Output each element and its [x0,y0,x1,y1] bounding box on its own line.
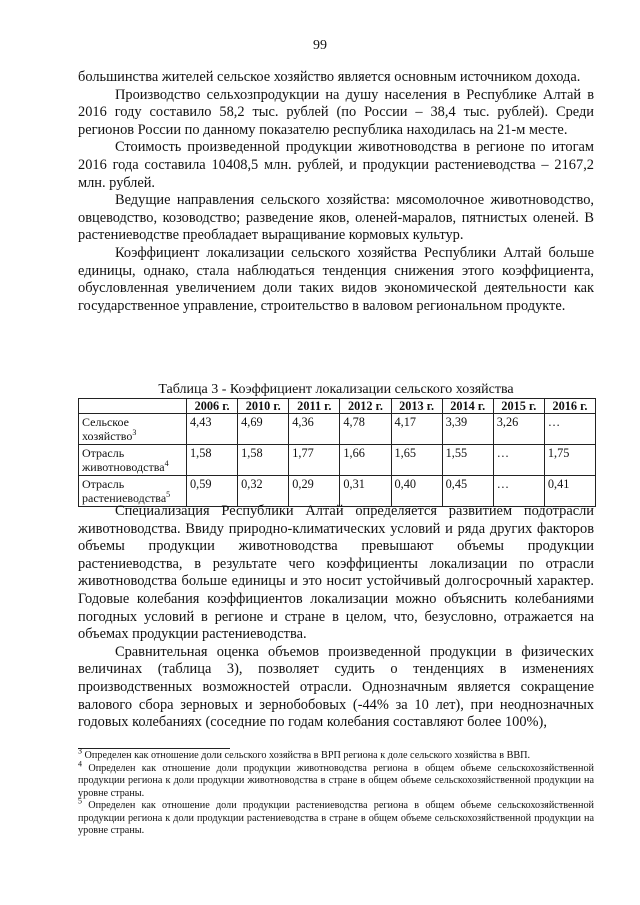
paragraph: Производство сельхозпродукции на душу населения в Республике Алтай в 2016 году составило 58,2 тыс. рублей (по России – 38,4 тыс. рублей). Среди регионов России по данному показателю республика находилась на 21-м месте. [78,86,594,138]
table-row [79,414,596,445]
row-label-line: животноводства [82,460,165,474]
row-label-line: растениеводства [82,491,167,505]
table-cell: 0,41 [544,476,595,507]
table-cell: 3,39 [442,414,493,445]
table-header-cell: 2016 г. [544,399,595,414]
table-cell: 1,58 [238,445,289,476]
table-row [79,476,596,507]
row-label-line: Отрасль [82,477,125,491]
table-cell: 4,43 [187,414,238,445]
table-header-cell: 2014 г. [442,399,493,414]
table-cell: 0,40 [391,476,442,507]
footnote [78,759,594,801]
table-cell: 0,32 [238,476,289,507]
paragraph: Стоимость произведенной продукции животноводства в регионе по итогам 2016 года составила 10408,5 млн. рублей, и продукции растениеводства – 2167,2 млн. рублей. [78,139,594,191]
row-label-line: Отрасль [82,446,125,460]
table-cell: 1,75 [544,445,595,476]
row-label-line: хозяйство [82,429,133,443]
footnote-text: Определен как отношение доли продукции растениеводства региона в общем объеме сельскохозяйственной продукции региона к доли продукции растениеводства в стране в общем объеме сельскохозяйственной продукции на уровне страны. [78,800,594,836]
table-cell: 1,58 [187,445,238,476]
paragraph: Сравнительная оценка объемов произведенной продукции в физических величинах (таблица 3), позволяет судить о тенденциях в изменениях производственных возможностей отрасли. Однозначным является сокращение валового сбора зерновых и зернобобовых (-44% за 10 лет), при неоднозначных годовых колебаниях (соседние по годам колебания составляют более 100%), [78,643,594,731]
localization-table [78,398,596,507]
table-cell: 4,36 [289,414,340,445]
footnote-mark: 4 [78,759,82,769]
row-label [79,414,187,445]
table-cell: … [493,476,544,507]
body-text-top [78,69,594,315]
paragraph: Ведущие направления сельского хозяйства: мясомолочное животноводство, овцеводство, козоводство; разведение яков, оленей-маралов, пятнистых оленей. В растениеводстве преобладает выращивание кормовых культур. [78,192,594,244]
footnote-divider [78,748,230,749]
table-header-cell [79,399,187,414]
row-label [79,476,187,507]
body-text-bottom [78,503,594,732]
footnotes [78,746,594,838]
row-label-line: Сельское [82,415,129,429]
footnote-text: Определен как отношение доли сельского хозяйства в ВРП региона к доле сельского хозяйства в ВВП. [84,750,531,761]
table-header-cell: 2011 г. [289,399,340,414]
table-cell: 1,77 [289,445,340,476]
table-cell: 1,65 [391,445,442,476]
footnote [78,746,594,763]
footnote-mark: 3 [78,746,82,756]
table-cell: 0,29 [289,476,340,507]
table-cell: … [493,445,544,476]
table-header-cell: 2010 г. [238,399,289,414]
table-cell: 1,55 [442,445,493,476]
table-cell: 4,17 [391,414,442,445]
table-header-cell: 2015 г. [493,399,544,414]
table-cell: … [544,414,595,445]
table-cell: 3,26 [493,414,544,445]
paragraph: большинства жителей сельское хозяйство является основным источником дохода. [78,69,581,85]
footnote-ref: 4 [164,459,169,468]
footnote-mark: 5 [78,796,82,806]
table-cell: 1,66 [340,445,391,476]
footnote-text: Определен как отношение доли продукции животноводства региона в общем объеме сельскохозяйственной продукции региона к доли продукции животноводства в стране в общем объеме сельскохозяйственной продукции на уровне страны. [78,762,594,799]
table-cell: 4,69 [238,414,289,445]
table-cell: 0,45 [442,476,493,507]
footnote-ref: 5 [166,490,171,499]
paragraph: Коэффициент локализации сельского хозяйства Республики Алтай больше единицы, однако, стала наблюдаться тенденция снижения этого коэффициента, обусловленная увеличением доли таких видов экономической деятельности как государственное управление, строительство в валовом региональном продукте. [78,244,594,314]
table-cell: 4,78 [340,414,391,445]
table-cell: 0,59 [187,476,238,507]
table-cell: 0,31 [340,476,391,507]
table-caption: Таблица 3 - Коэффициент локализации сельского хозяйства [158,382,514,397]
page-number: 99 [313,38,327,53]
row-label [79,445,187,476]
table-header-cell: 2006 г. [187,399,238,414]
paragraph: Специализация Республики Алтай определяется развитием подотрасли животноводства. Ввиду природно-климатических условий и ряда других факторов объемы продукции животноводства превышают объемы продукции растениеводства, в результате чего коэффициенты локализации по отрасли животноводства больше единицы и это носит устойчивый долгосрочный характер. Годовые колебания коэффициентов локализации можно объяснить колебаниями погодных условий в регионе и стране в целом, что, безусловно, отражается на объемах продукции растениеводства. [78,503,594,643]
table-header-row [79,399,596,414]
table-header-cell: 2013 г. [391,399,442,414]
footnote-ref: 3 [132,428,137,437]
table-header-cell: 2012 г. [340,399,391,414]
footnote [78,796,594,838]
table-row [79,445,596,476]
